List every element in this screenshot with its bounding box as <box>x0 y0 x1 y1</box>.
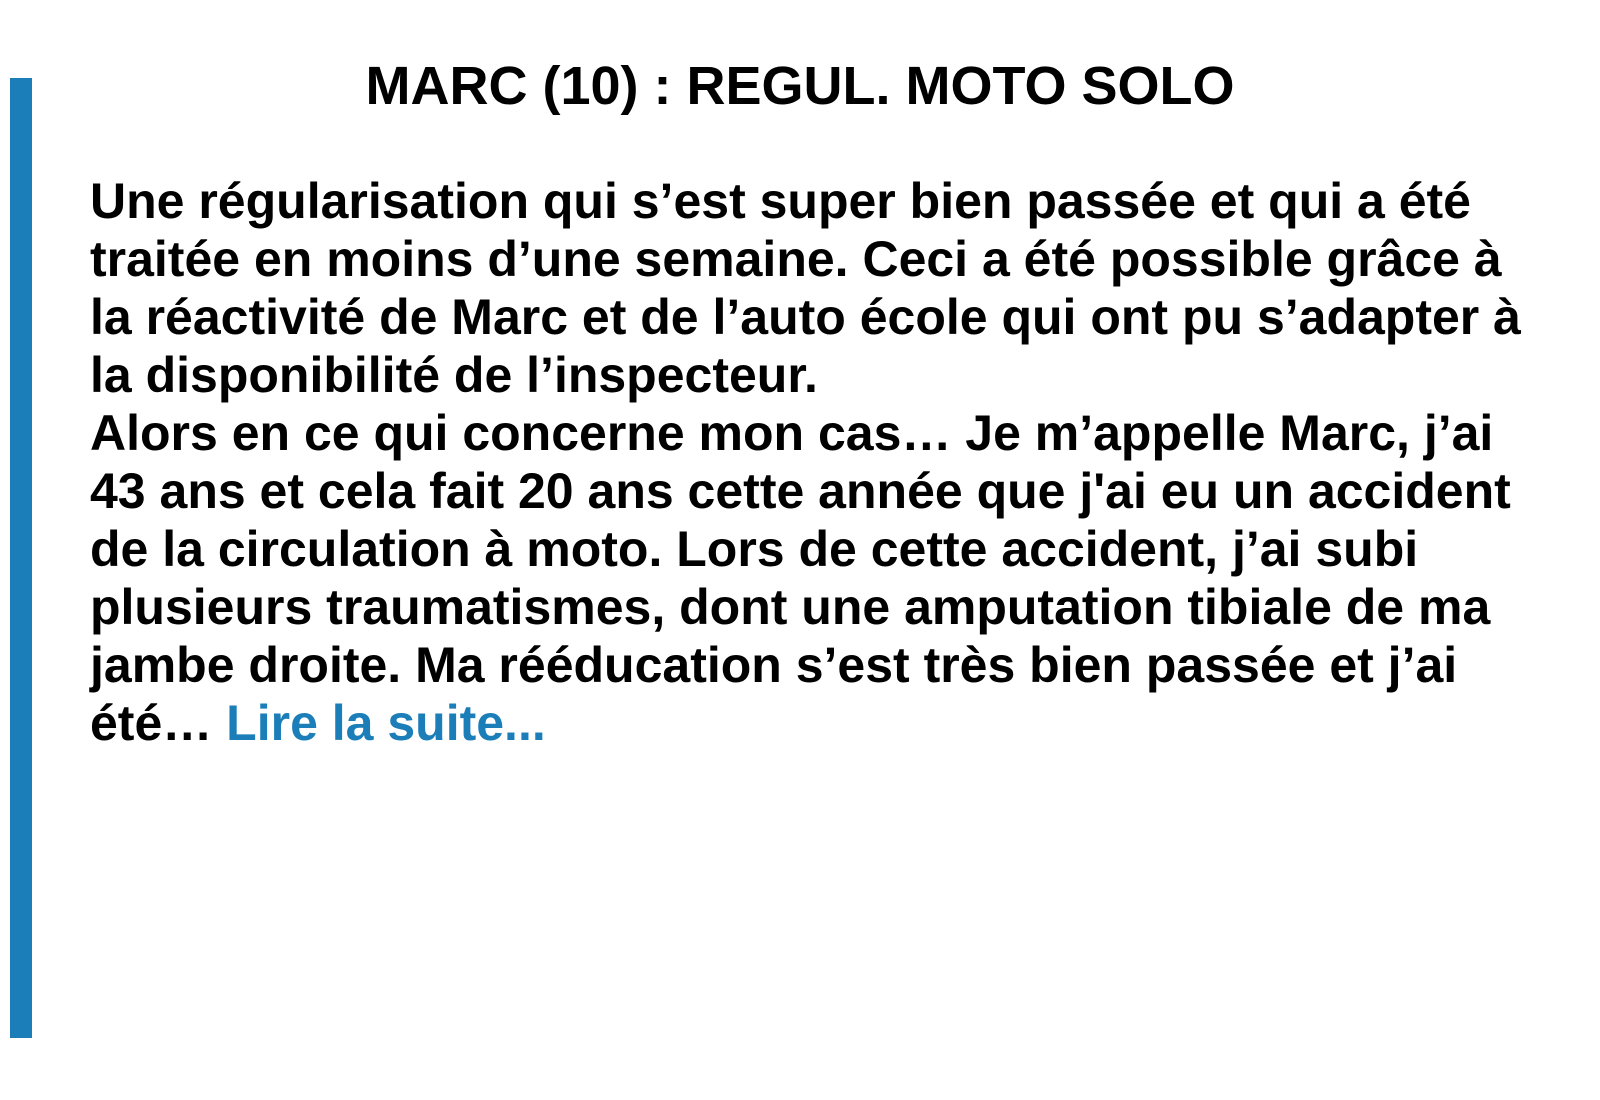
paragraph-story <box>90 404 1550 752</box>
page-title: MARC (10) : REGUL. MOTO SOLO <box>365 56 1235 117</box>
accent-bar <box>10 78 32 1038</box>
paragraph-story-text: Alors en ce qui concerne mon cas… Je m’appelle Marc, j’ai 43 ans et cela fait 20 ans cette année que j'ai eu un accident de la circulation à moto. Lors de cette accident, j’ai subi plusieurs traumatismes, dont une amputation tibiale de ma jambe droite. Ma rééducation s’est très bien passée et j’ai été… <box>90 405 1511 751</box>
slide-body <box>90 172 1550 752</box>
paragraph-intro: Une régularisation qui s’est super bien passée et qui a été traitée en moins d’une semaine. Ceci a été possible grâce à la réactivité de Marc et de l’auto école qui ont pu s’adapter à la disponibilité de l’inspecteur. <box>90 173 1521 403</box>
read-more-link[interactable]: Lire la suite... <box>226 695 546 751</box>
